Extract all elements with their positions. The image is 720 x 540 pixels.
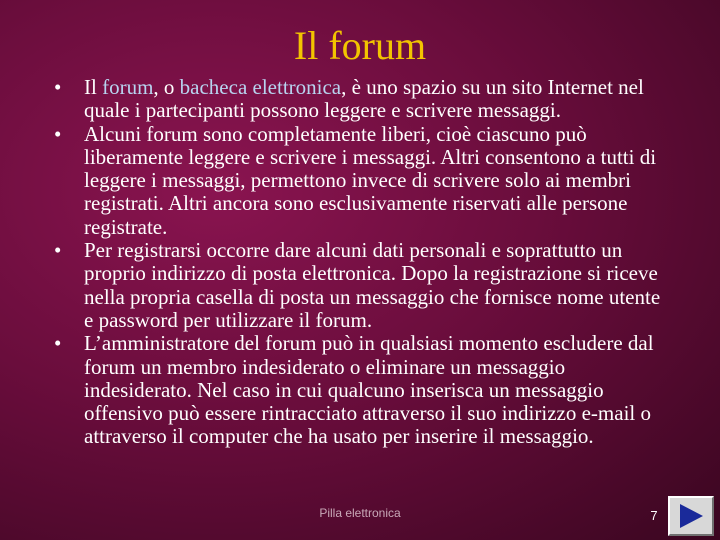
- bullet-text: , o: [153, 75, 180, 99]
- bullet-text: Alcuni forum sono completamente liberi, cioè ciascuno può liberamente leggere e scrivere i messaggi. Altri consentono a tutti di leggere i messaggi, permettono invece di scrivere solo ai membri registrati. Altri ancora sono esclusivamente riservati alle persone registrate.: [84, 121, 657, 239]
- arrow-shape: [680, 504, 703, 528]
- bullet-item: [52, 239, 662, 332]
- bullet-text: , è uno spazio su un sito Internet nel quale i partecipanti possono leggere e scrivere messaggi.: [84, 75, 644, 123]
- slide-footer: Pilla elettronica: [319, 506, 401, 520]
- highlight-term: forum: [102, 75, 154, 99]
- next-slide-button[interactable]: [668, 496, 714, 536]
- page-number: 7: [650, 508, 658, 523]
- bullet-text: L’amministratore del forum può in qualsiasi momento escludere dal forum un membro indesiderato o eliminare un messaggio indesiderato. Nel caso in cui qualcuno inserisca un messaggio offensivo può essere rintracciato attraverso il suo indirizzo e-mail o attraverso il computer che ha usato per inserire il messaggio.: [84, 331, 654, 449]
- slide-title: Il forum: [293, 23, 427, 68]
- bullet-item: [52, 332, 662, 448]
- bullet-list: [52, 76, 662, 449]
- next-arrow-icon: [676, 502, 706, 530]
- highlight-term: bacheca elettronica: [179, 75, 342, 99]
- bullet-text: Il: [84, 75, 103, 99]
- bullet-item: [52, 76, 662, 123]
- bullet-item: [52, 123, 662, 239]
- bullet-text: Per registrarsi occorre dare alcuni dati personali e soprattutto un proprio indirizzo di posta elettronica. Dopo la registrazione si riceve nella propria casella di posta un messaggio che fornisce nome utente e password per utilizzare il forum.: [84, 238, 661, 332]
